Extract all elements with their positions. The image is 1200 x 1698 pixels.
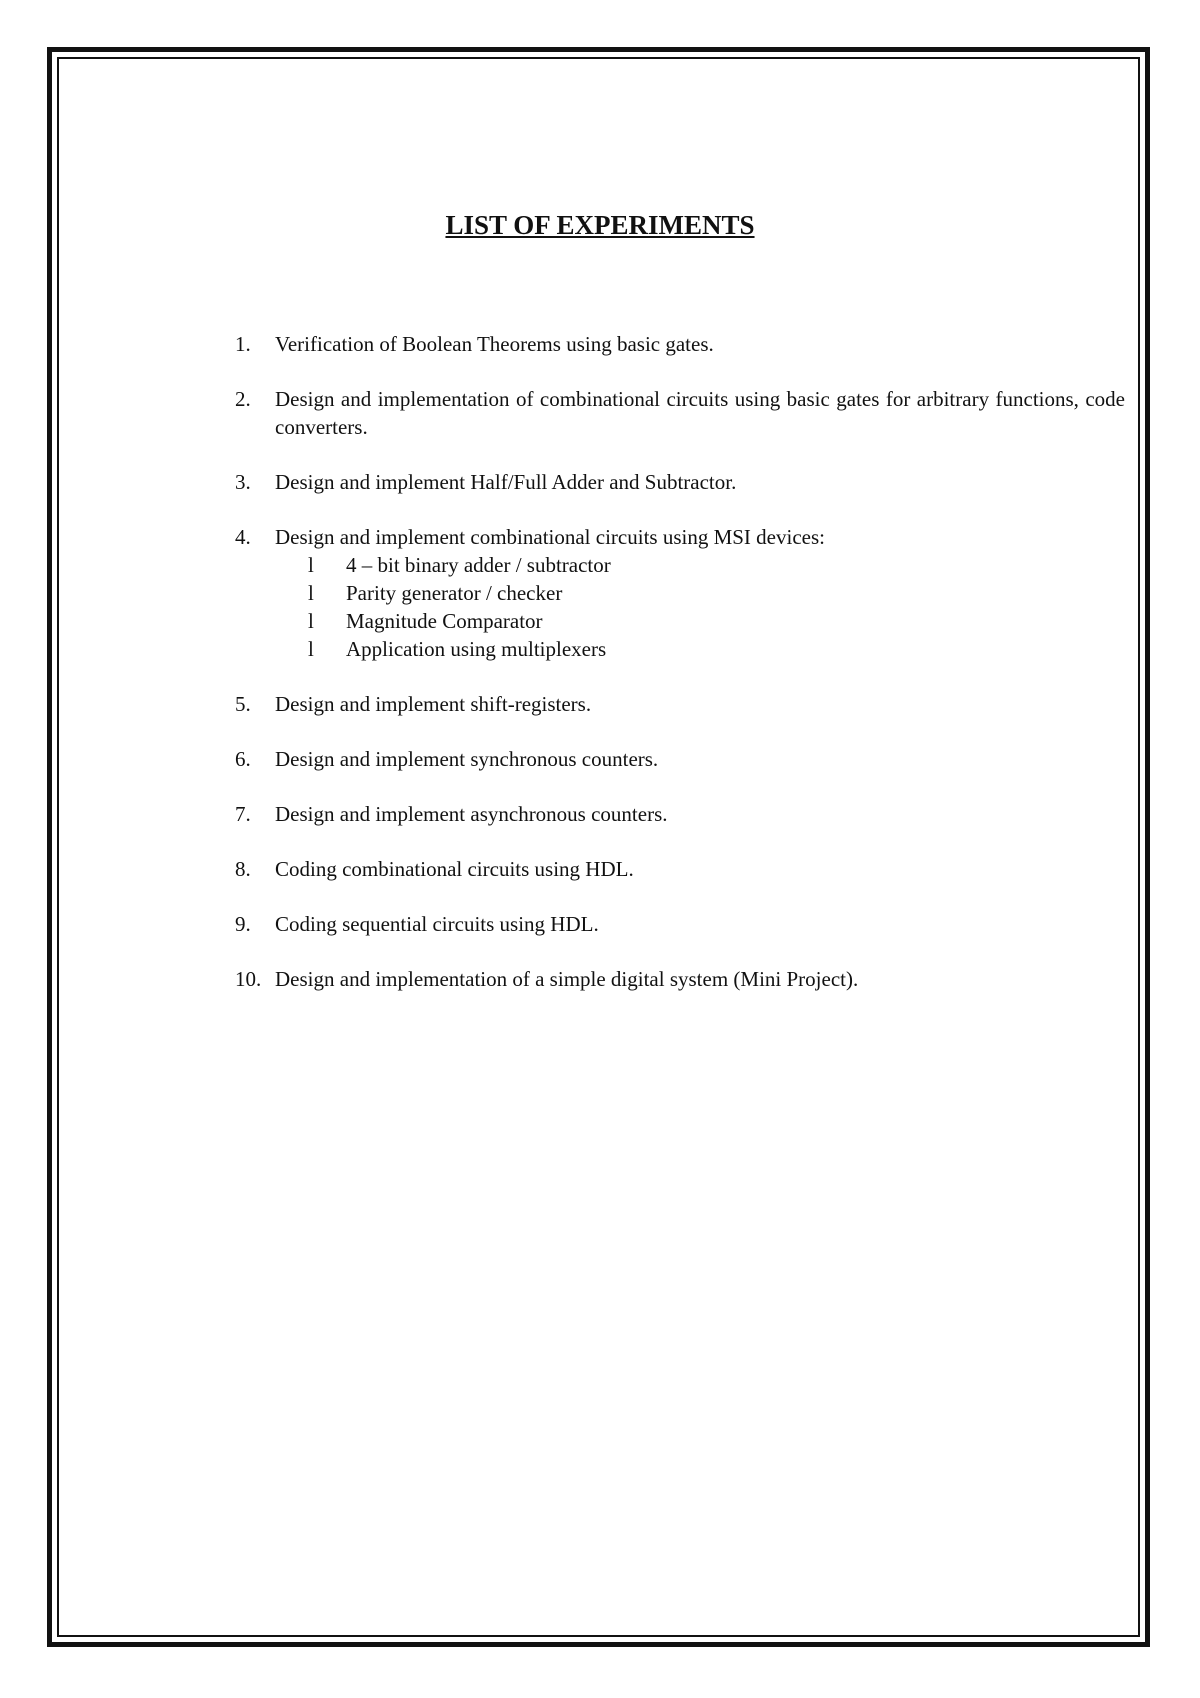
item-text: Design and implementation of combinational circuits using basic gates for arbitrary functions, code converters. bbox=[275, 387, 1125, 439]
item-number: 2. bbox=[235, 387, 251, 411]
sublist-text: 4 – bit binary adder / subtractor bbox=[346, 553, 611, 577]
item-text: Coding sequential circuits using HDL. bbox=[275, 912, 599, 936]
bullet-icon: l bbox=[308, 637, 314, 661]
sublist-item bbox=[275, 607, 1125, 635]
item-number: 5. bbox=[235, 692, 251, 716]
item-text: Verification of Boolean Theorems using basic gates. bbox=[275, 332, 714, 356]
item-number: 3. bbox=[235, 470, 251, 494]
page-title: LIST OF EXPERIMENTS bbox=[445, 210, 755, 240]
item-body bbox=[275, 523, 1125, 663]
experiment-list bbox=[235, 330, 1125, 1020]
item-number: 6. bbox=[235, 747, 251, 771]
item-text: Design and implement synchronous counters. bbox=[275, 747, 659, 771]
list-item bbox=[235, 523, 1125, 663]
item-text: Design and implement asynchronous counters. bbox=[275, 802, 668, 826]
sublist-item bbox=[275, 579, 1125, 607]
item-text: Design and implement Half/Full Adder and Subtractor. bbox=[275, 470, 737, 494]
sublist-item bbox=[275, 635, 1125, 663]
bullet-icon: l bbox=[308, 581, 314, 605]
list-item bbox=[235, 855, 1125, 883]
list-item bbox=[235, 910, 1125, 938]
list-item bbox=[235, 690, 1125, 718]
bullet-icon: l bbox=[308, 609, 314, 633]
list-item bbox=[235, 468, 1125, 496]
list-item bbox=[235, 745, 1125, 773]
item-number: 4. bbox=[235, 525, 251, 549]
item-number: 1. bbox=[235, 332, 251, 356]
item-number: 9. bbox=[235, 912, 251, 936]
sublist-item bbox=[275, 551, 1125, 579]
item-number: 8. bbox=[235, 857, 251, 881]
item-text: Design and implementation of a simple digital system (Mini Project). bbox=[275, 967, 859, 991]
item-number: 7. bbox=[235, 802, 251, 826]
list-item bbox=[235, 800, 1125, 828]
list-item bbox=[235, 965, 1125, 993]
sublist-text: Parity generator / checker bbox=[346, 581, 563, 605]
sublist-text: Application using multiplexers bbox=[346, 637, 607, 661]
item-text: Design and implement combinational circuits using MSI devices: bbox=[275, 525, 825, 549]
sublist bbox=[275, 551, 1125, 663]
list-item bbox=[235, 385, 1125, 441]
item-number: 10. bbox=[235, 967, 262, 991]
item-text: Design and implement shift-registers. bbox=[275, 692, 592, 716]
list-item bbox=[235, 330, 1125, 358]
item-text: Coding combinational circuits using HDL. bbox=[275, 857, 634, 881]
sublist-text: Magnitude Comparator bbox=[346, 609, 543, 633]
bullet-icon: l bbox=[308, 553, 314, 577]
